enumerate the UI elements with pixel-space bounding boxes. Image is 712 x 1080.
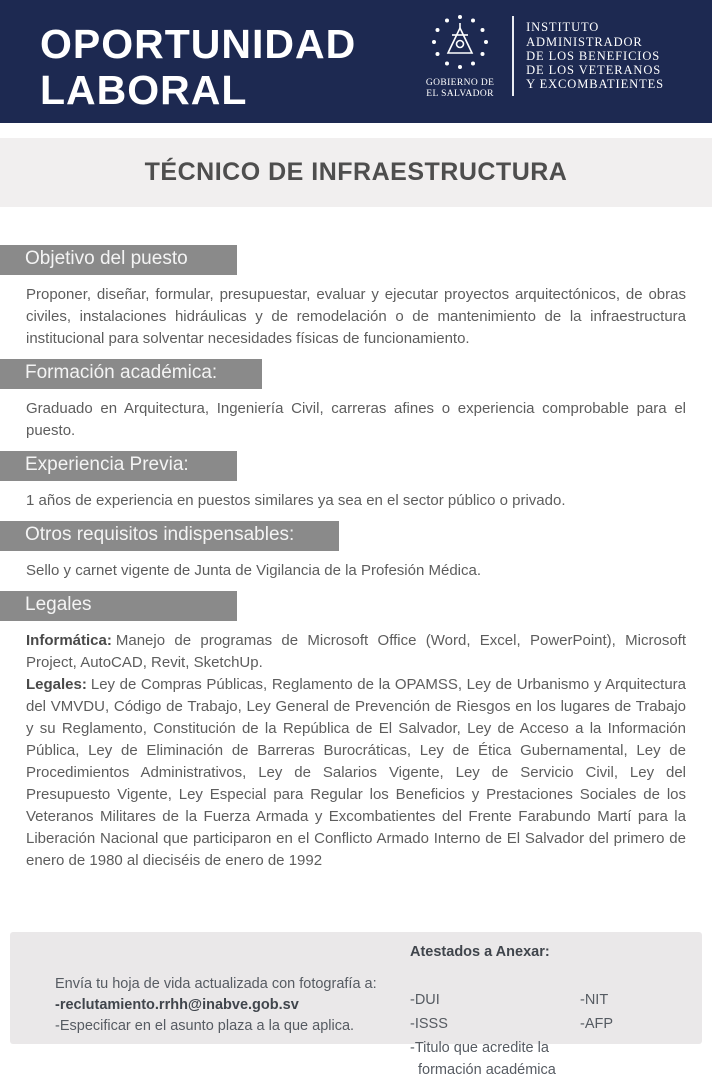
informatica-text: Manejo de programas de Microsoft Office (Word, Excel, PowerPoint), Microsoft Project, AutoCAD, Revit, SketchUp. [26,632,686,671]
section-paragraph: Sello y carnet vigente de Junta de Vigilancia de la Profesión Médica. [26,562,482,579]
el-salvador-coat-of-arms-icon [430,13,490,76]
section-paragraph: Graduado en Arquitectura, Ingeniería Civil, carreras afines o experiencia comprobable para el puesto. [26,400,686,439]
institute-line: Y EXCOMBATIENTES [526,77,664,92]
section-legales [0,591,712,872]
section-heading: Experiencia Previa: [25,454,189,475]
informatica-paragraph [26,630,686,674]
section-heading-bar [0,591,237,621]
attachment-item-continuation: formación académica [418,1062,556,1078]
attachments-column-1 [410,988,580,1080]
section-heading-bar [0,451,237,481]
section-heading-bar [0,359,262,389]
attachment-item: -ISSS [410,1016,448,1032]
gov-label-line1: GOBIERNO DE [425,78,495,88]
institute-line: ADMINISTRADOR [526,34,643,49]
informatica-lead: Informática: [26,632,112,649]
flyer-body [0,207,712,872]
legales-lead: Legales: [26,676,87,693]
legales-text: Ley de Compras Públicas, Reglamento de la OPAMSS, Ley de Urbanismo y Arquitectura del VMVDU, Código de Trabajo, Ley General de Prevención de Riesgos en los lugares de Trabajo y su Reglamento, Constitución de la República de El Salvador, Ley de Acceso a la Información Pública, Ley de Eliminación de Barreras Burocráticas, Ley de Ética Gubernamental, Ley de Procedimientos Administrativos, Ley de Salarios Vigente, Ley de Servicio Civil, Ley del Presupuesto Vigente, Ley Especial para Regular los Beneficios y Prestaciones Sociales de los Veteranos Militares de la Fuerza Armada y Excombatientes del Frente Farabundo Martí para la Liberación Nacional que participaron en el Conflicto Armado Interno de El Salvador del primero de enero de 1980 al dieciséis de enero de 1992 [26,676,686,869]
section-otros-requisitos [0,521,712,582]
institute-line: DE LOS BENEFICIOS [526,48,661,63]
section-paragraph-group [0,630,712,872]
job-title-band [0,138,712,207]
attachments-columns [410,988,702,1080]
application-instructions [10,932,410,1044]
legales-paragraph [26,674,686,872]
job-title: TÉCNICO DE INFRAESTRUCTURA [144,158,568,186]
gobierno-seal [416,13,504,99]
subject-instruction-line: -Especificar en el asunto plaza a la que aplica. [55,1018,355,1034]
institute-line: DE LOS VETERANOS [526,63,662,78]
attachment-item: -Titulo que acredite la [410,1040,549,1056]
attachments-column-2 [580,988,613,1080]
attachment-item: -DUI [410,992,440,1008]
section-heading-bar [0,245,237,275]
flyer-title-line1: OPORTUNIDAD [40,21,357,67]
footer-contact-box [10,932,702,1078]
section-paragraph: Proponer, diseñar, formular, presupuestar, evaluar y ejecutar proyectos arquitectónicos, de obras civiles, instalaciones hidráulicas y de remodelación o de mantenimiento de la infraestructura institucional para solventar necesidades físicas de funcionamiento. [26,286,686,347]
apply-instruction-line: Envía tu hoja de vida actualizada con fotografía a: [55,976,377,992]
attachments-list [410,932,702,1078]
section-heading: Otros requisitos indispensables: [25,524,295,545]
section-experiencia-previa [0,451,712,512]
attachment-item: -NIT [580,992,609,1008]
attachment-item: -AFP [580,1016,614,1032]
inabve-logo [416,13,664,99]
logo-divider [512,16,514,96]
section-formacion-academica [0,359,712,442]
institute-line: INSTITUTO [526,20,600,35]
section-heading: Legales [25,594,92,615]
gobierno-label [426,78,495,99]
header [0,0,712,123]
recruitment-email: -reclutamiento.rrhh@inabve.gob.sv [55,997,299,1013]
section-heading: Objetivo del puesto [25,248,188,269]
section-objetivo [0,245,712,350]
flyer-title-line2: LABORAL [40,67,248,113]
section-heading-bar [0,521,339,551]
gov-label-line2: EL SALVADOR [426,88,494,99]
attachments-title: Atestados a Anexar: [410,944,550,960]
section-heading: Formación académica: [25,362,218,383]
flyer-title [40,21,356,113]
institute-name [526,20,664,91]
section-paragraph: 1 años de experiencia en puestos similares ya sea en el sector público o privado. [26,492,566,509]
